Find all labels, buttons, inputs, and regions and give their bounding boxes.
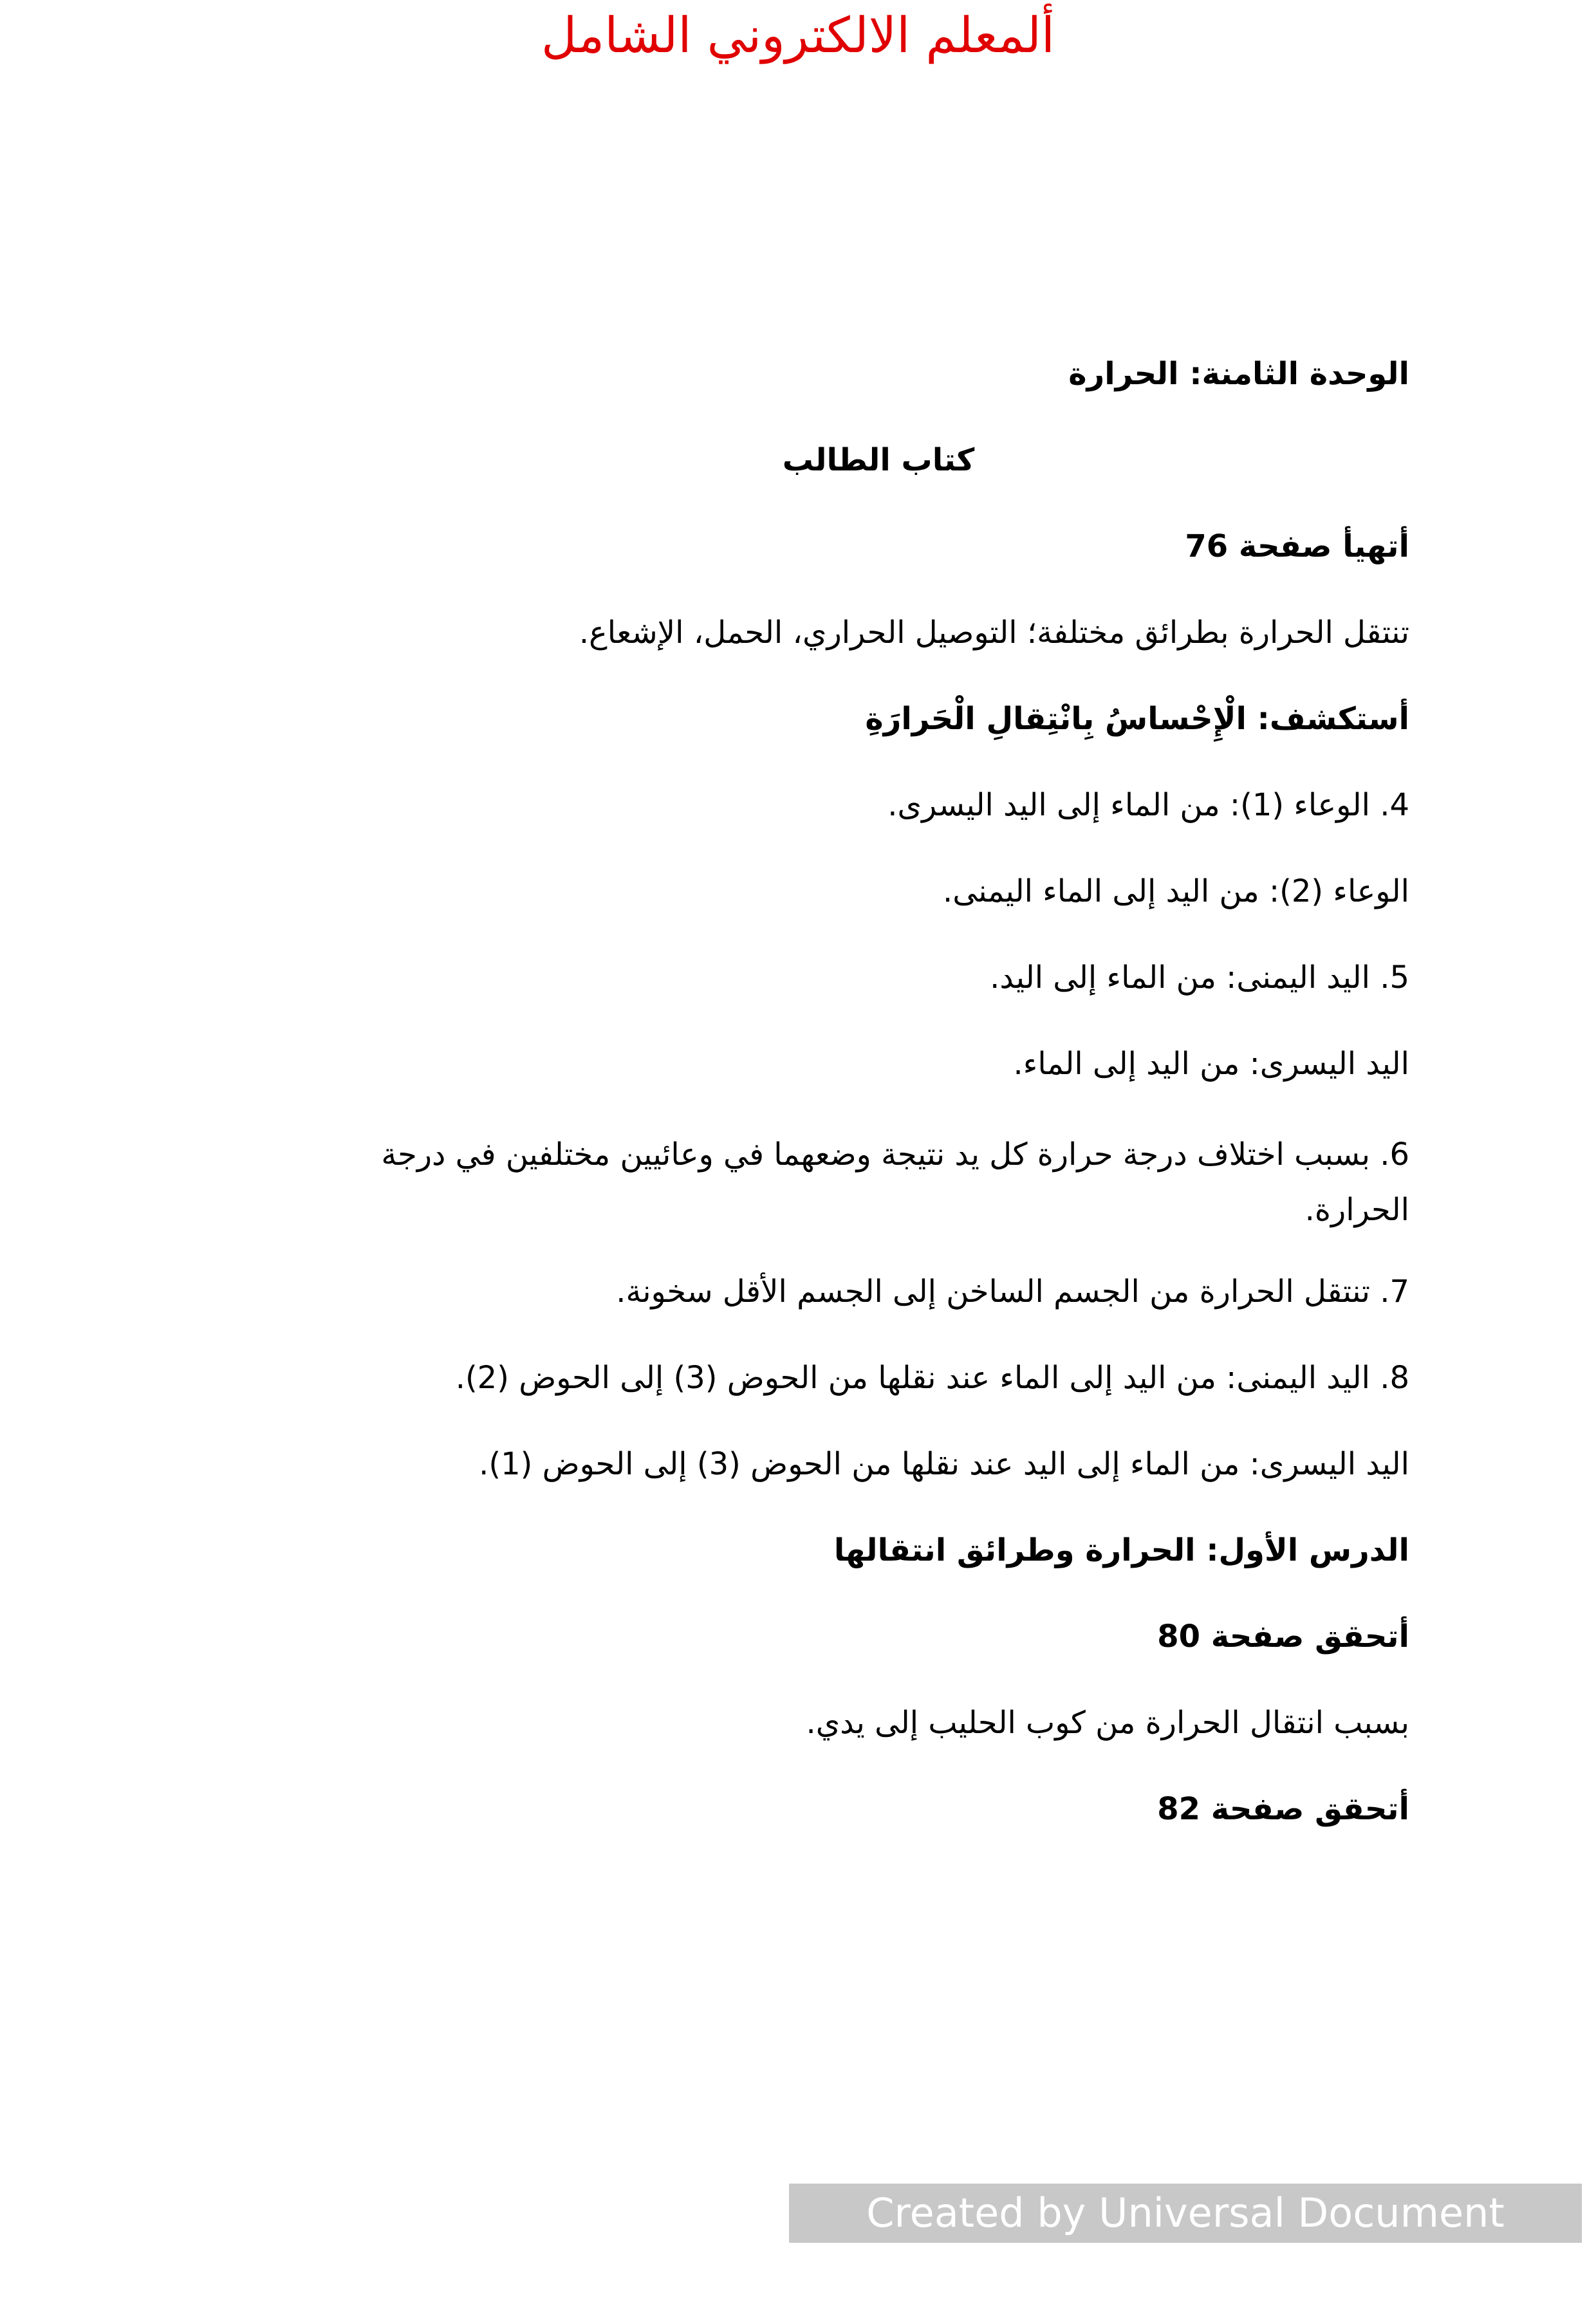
section-heading-prepare: أتهيأ صفحة 76	[1185, 528, 1409, 564]
site-title: ألمعلم الالكتروني الشامل	[541, 6, 1055, 64]
answer-item-5-continued: اليد اليسرى: من اليد إلى الماء.	[1013, 1046, 1409, 1082]
book-title: كتاب الطالب	[782, 442, 975, 478]
answer-item-8-continued: اليد اليسرى: من الماء إلى اليد عند نقلها من الحوض (3) إلى الحوض (1).	[479, 1446, 1409, 1482]
answer-item-6: 6. بسبب اختلاف درجة حرارة كل يد نتيجة وضعهما في وعائيين مختلفين في درجة الحرارة.	[381, 1137, 1409, 1228]
section-heading-verify-80: أتحقق صفحة 80	[1157, 1619, 1409, 1655]
document-body	[270, 351, 1409, 1872]
answer-item-4-continued: الوعاء (2): من اليد إلى الماء اليمنى.	[942, 873, 1409, 909]
answer-item-4: 4. الوعاء (1): من الماء إلى اليد اليسرى.	[887, 787, 1409, 823]
lesson-title: الدرس الأول: الحرارة وطرائق انتقالها	[833, 1532, 1409, 1568]
answer-item-5: 5. اليد اليمنى: من الماء إلى اليد.	[990, 960, 1409, 996]
answer-item-7: 7. تنتقل الحرارة من الجسم الساخن إلى الجسم الأقل سخونة.	[616, 1274, 1409, 1310]
paragraph-heat-transfer: تنتقل الحرارة بطرائق مختلفة؛ التوصيل الحراري، الحمل، الإشعاع.	[579, 615, 1409, 651]
converter-watermark: Created by Universal Document Converter	[789, 2184, 1582, 2243]
section-heading-explore: أستكشف: الْإِحْساسُ بِانْتِقالِ الْحَرارَةِ	[865, 701, 1409, 737]
answer-item-8: 8. اليد اليمنى: من اليد إلى الماء عند نقلها من الحوض (3) إلى الحوض (2).	[455, 1360, 1409, 1396]
unit-title: الوحدة الثامنة: الحرارة	[1068, 356, 1409, 392]
section-heading-verify-82: أتحقق صفحة 82	[1157, 1791, 1409, 1827]
answer-verify-80: بسبب انتقال الحرارة من كوب الحليب إلى يدي.	[806, 1705, 1409, 1741]
